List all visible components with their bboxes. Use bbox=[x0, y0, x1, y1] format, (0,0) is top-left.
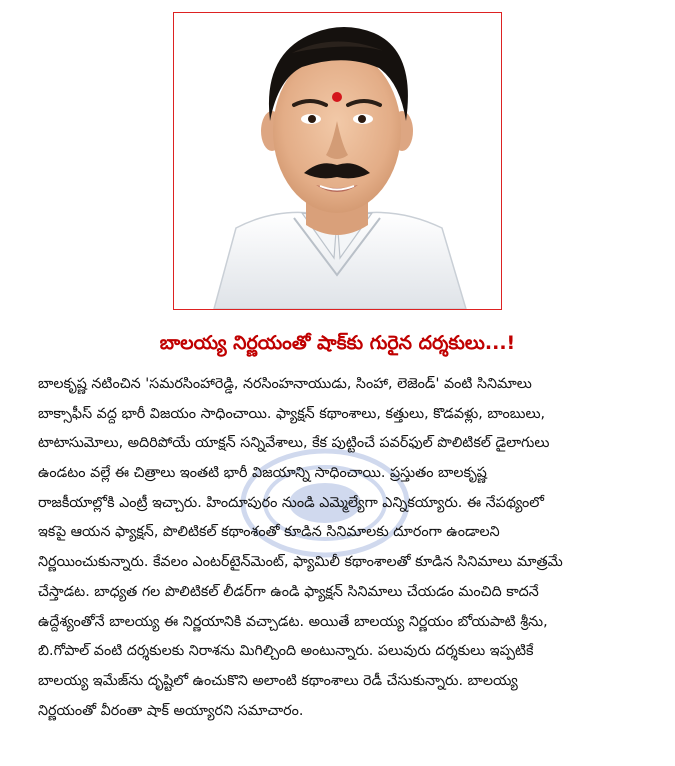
article-line: ఉద్దేశ్యంతోనే బాలయ్య ఈ నిర్ణయానికి వచ్చాడట. అయితే బాలయ్య నిర్ణయం బోయపాటి శ్రీను, bbox=[38, 613, 548, 630]
article-line: రాజకీయాల్లోకి ఎంట్రీ ఇచ్చారు. హిందూపురం నుండి ఎమ్మెల్యేగా ఎన్నికయ్యారు. ఈ నేపథ్యంలో bbox=[38, 494, 545, 511]
article-line: బి.గోపాల్ వంటి దర్శకులకు నిరాశను మిగిల్చింది అంటున్నారు. పలువురు దర్శకులు ఇప్పటికే bbox=[38, 643, 534, 660]
article-body bbox=[38, 370, 658, 726]
article-line: బాలకృష్ణ నటించిన 'సమరసింహారెడ్డి, నరసింహనాయుడు, సింహా, లెజెండ్' వంటి సినిమాలు bbox=[38, 376, 532, 392]
portrait-photo bbox=[173, 12, 502, 310]
article-line: బాలయ్య ఇమేజ్‌ను దృష్టిలో ఉంచుకొని అలాంటి కథాంశాలు రెడీ చేసుకున్నారు. బాలయ్య bbox=[38, 672, 518, 689]
article-line: టాటాసుమోలు, అదిరిపోయే యాక్షన్ సన్నివేశాలు, కేక పుట్టించే పవర్‌ఫుల్ పొలిటికల్ డైలాగులు bbox=[38, 435, 550, 452]
article-line: నిర్ణయంతో వీరంతా షాక్ అయ్యారని సమాచారం. bbox=[38, 702, 304, 719]
article-line: ఉండటం వల్లే ఈ చిత్రాలు ఇంతటి భారీ విజయాన్ని సాధించాయి. ప్రస్తుతం బాలకృష్ణ bbox=[38, 465, 487, 482]
article-line: బాక్సాఫీస్ వద్ద భారీ విజయం సాధించాయి. ఫ్యాక్షన్ కథాంశాలు, కత్తులు, కొడవళ్లు, బాంబులు, bbox=[38, 405, 546, 422]
article-headline: బాలయ్య నిర్ణయంతో షాక్‌కు గురైన దర్శకులు...! bbox=[159, 332, 516, 354]
article-line: చేస్తాడట. బాధ్యత గల పొలిటికల్ లీడర్‌గా ఉండి ఫ్యాక్షన్ సినిమాలు చేయడం మంచిది కాదనే bbox=[38, 583, 539, 600]
portrait-image bbox=[174, 13, 501, 309]
article-line: నిర్ణయించుకున్నారు. కేవలం ఎంటర్‌టైన్‌మెంట్, ఫ్యామిలీ కథాంశాలతో కూడిన సినిమాలు మాత్రమే bbox=[38, 554, 563, 571]
article-line: ఇకపై ఆయన ఫ్యాక్షన్, పొలిటికల్ కథాంశంతో కూడిన సినిమాలకు దూరంగా ఉండాలని bbox=[38, 524, 500, 541]
